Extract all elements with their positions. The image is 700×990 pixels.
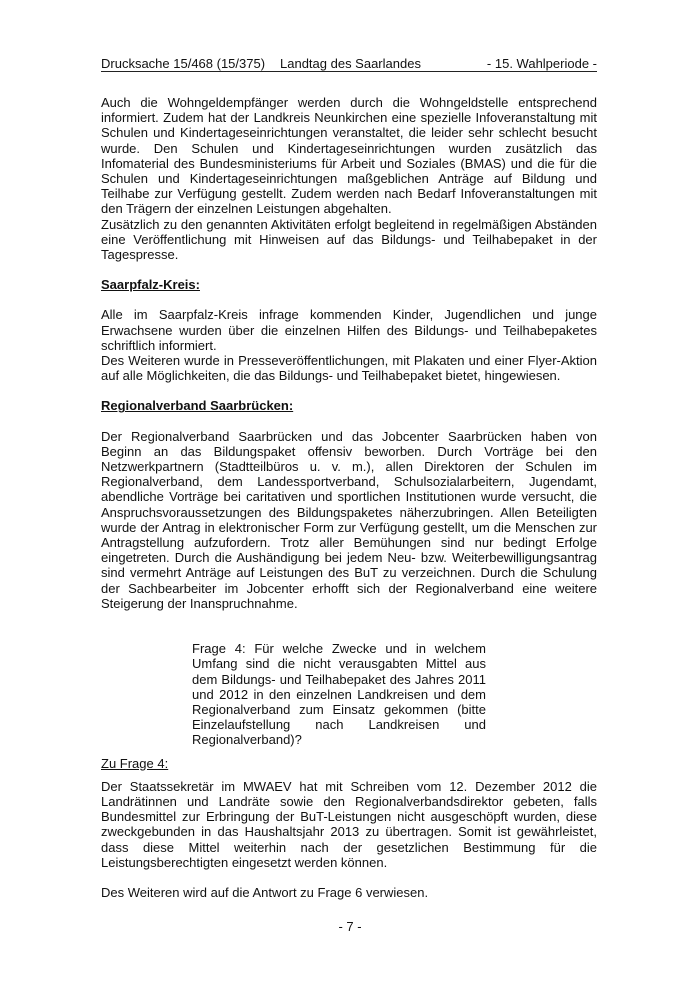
page-header [101, 56, 597, 73]
saarpfalz-paragraph-2: Des Weiteren wurde in Presseveröffentlichungen, mit Plakaten und einer Flyer-Aktion auf alle Möglichkeiten, die das Bildungs- und Teilhabepaket bietet, hingewiesen. [101, 353, 597, 384]
regionalverband-heading: Regionalverband Saarbrücken: [101, 398, 294, 414]
intro-paragraph-2: Zusätzlich zu den genannten Aktivitäten erfolgt begleitend in regelmäßigen Abständen eine Veröffentlichung mit Hinweisen auf das Bildungs- und Teilhabepaket in der Tagespresse. [101, 216, 597, 263]
document-body [101, 95, 597, 900]
header-parliament: Landtag des Saarlandes [280, 56, 421, 71]
intro-paragraph-1: Auch die Wohngeldempfänger werden durch die Wohngeldstelle entsprechend informiert. Zudem hat der Landkreis Neunkirchen eine spezielle Infoveranstaltung mit Schulen und Kindertageseinrichtungen veranstaltet, die leider sehr schlecht besucht wurde. Den Schulen und Kindertageseinrichtungen wurden zusätzlich das Infomaterial des Bundesministeriums für Arbeit und Soziales (BMAS) und die für die Schulen und Kindertageseinrichtungen maßgeblichen Anträge auf Bildung und Teilhabe zur Verfügung gestellt. Zudem werden nach Bedarf Infoveranstaltungen mit den Trägern der einzelnen Leistungen abgehalten. [101, 95, 597, 217]
answer-4-heading: Zu Frage 4: [101, 755, 169, 771]
question-4: Frage 4: Für welche Zwecke und in welchem Umfang sind die nicht verausgabten Mittel aus dem Bildungs- und Teilhabepaket des Jahres 2011 und 2012 in den einzelnen Landkreisen und dem Regionalverband zum Einsatz gekommen (bitte Einzelaufstellung nach Landkreisen und Regionalverband)? [192, 641, 486, 748]
header-rule [101, 71, 597, 72]
regionalverband-paragraph: Der Regionalverband Saarbrücken und das Jobcenter Saarbrücken haben von Beginn an das Bildungspaket offensiv beworben. Durch Vorträge bei den Netzwerkpartnern (Stadtteilbüros u. v. m.), allen Direktoren der Schulen im Regionalverband, dem Landessportverband, Schulsozialarbeitern, Jugendamt, abendliche Vorträge bei caritativen und sportlichen Institutionen wurde versucht, die Anspruchsvoraussetzungen des Bildungspaketes näherzubringen. Allen Beteiligten wurde der Antrag in elektronischer Form zur Verfügung gestellt, um die Menschen zur Antragstellung aufzufordern. Trotz aller Bemühungen sind nur bedingt Erfolge eingetreten. Durch die Aushändigung bei jedem Neu- bzw. Weiterbewilligungsantrag sind vermehrt Anträge auf Leistungen des BuT zu verzeichnen. Durch die Schulung der Sachbearbeiter im Jobcenter erhofft sich der Regionalverband eine weitere Steigerung der Inanspruchnahme. [101, 428, 597, 611]
answer-4-paragraph-1: Der Staatssekretär im MWAEV hat mit Schreiben vom 12. Dezember 2012 die Landrätinnen und Landräte sowie den Regionalverbandsdirektor gebeten, falls Bundesmittel zur Erbringung der BuT-Leistungen nicht ausgeschöpft wurden, diese zweckgebunden in das Haushaltsjahr 2013 zu übertragen. Somit ist gewährleistet, dass diese Mittel weiterhin nach der gesetzlichen Bestimmung für die Leistungsberechtigten eingesetzt werden können. [101, 778, 597, 870]
page-number: - 7 - [338, 919, 362, 934]
saarpfalz-paragraph-1: Alle im Saarpfalz-Kreis infrage kommenden Kinder, Jugendlichen und junge Erwachsene wurden über die einzelnen Hilfen des Bildungs- und Teilhabepaketes schriftlich informiert. [101, 307, 597, 353]
header-legislative-period: - 15. Wahlperiode - [486, 56, 597, 71]
answer-4-paragraph-2: Des Weiteren wird auf die Antwort zu Frage 6 verwiesen. [101, 884, 429, 900]
header-document-number: Drucksache 15/468 (15/375) [101, 56, 266, 71]
saarpfalz-heading: Saarpfalz-Kreis: [101, 277, 200, 293]
